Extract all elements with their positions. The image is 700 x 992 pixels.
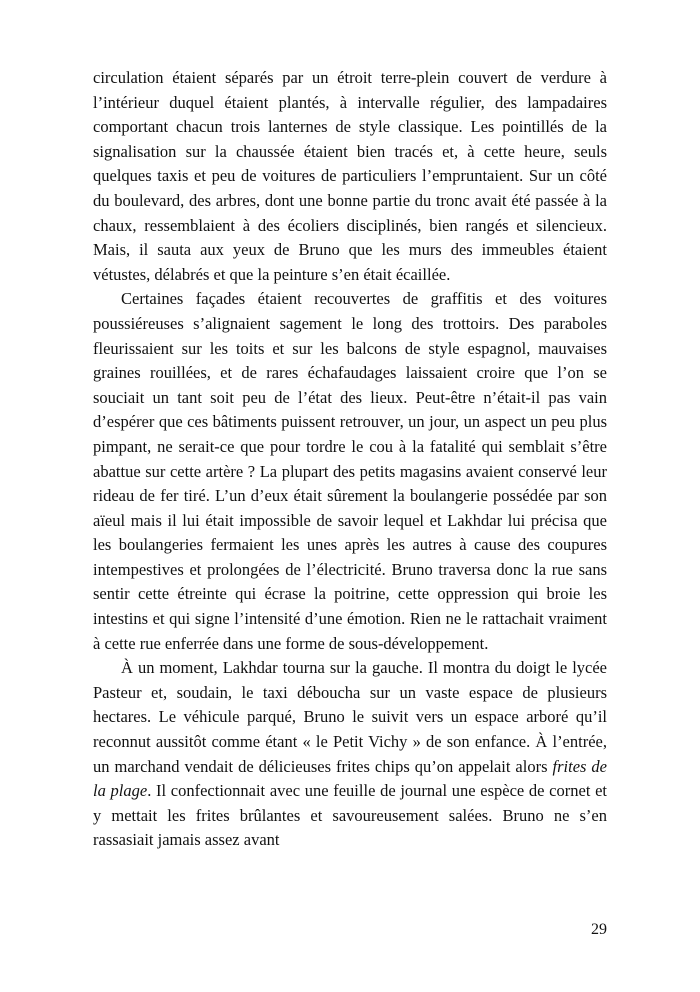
paragraph <box>93 656 607 853</box>
text-run: circulation étaient séparés par un étroit terre-plein couvert de verdure à l’intérieur duquel étaient plantés, à intervalle régulier, des lampadaires comportant chacun trois lanternes de style classique. Les pointillés de la signalisation sur la chaussée étaient bien tracés et, à cette heure, seuls quelques taxis et peu de voitures de particuliers l’empruntaient. Sur un côté du boulevard, des arbres, dont une bonne partie du tronc avait été passée à la chaux, ressemblaient à des écoliers disciplinés, bien rangés et silencieux. Mais, il sauta aux yeux de Bruno que les murs des immeubles étaient vétustes, délabrés et que la peinture s’en était écaillée. <box>93 68 607 284</box>
text-run: À un moment, Lakhdar tourna sur la gauche. Il montra du doigt le lycée Pasteur et, soudain, le taxi déboucha sur un vaste espace de plusieurs hectares. Le véhicule parqué, Bruno le suivit vers un espace arboré qu’il reconnut aussitôt comme étant « le Petit Vichy » de son enfance. À l’entrée, un marchand vendait de délicieuses frites chips qu’on appelait alors <box>93 658 607 776</box>
page-text <box>93 66 607 853</box>
page-number: 29 <box>591 921 607 938</box>
text-run: Certaines façades étaient recouvertes de graffitis et des voitures poussiéreuses s’alignaient sagement le long des trottoirs. Des paraboles fleurissaient sur les toits et sur les balcons de style espagnol, mauvaises graines rouillées, et de rares échafaudages laissaient croire que l’on se souciait un tant soit peu de l’état des lieux. Peut-être n’était-il pas vain d’espérer que ces bâtiments puissent retrouver, un jour, un aspect un peu plus pimpant, ne serait-ce que pour tordre le cou à la fatalité qui semblait s’être abattue sur cette artère ? La plupart des petits magasins avaient conservé leur rideau de fer tiré. L’un d’eux était sûrement la boulangerie possédée par son aïeul mais il lui était impossible de savoir lequel et Lakhdar lui précisa que les boulangeries fermaient les unes après les autres à cause des coupures intempestives et prolongées de l’électricité. Bruno traversa donc la rue sans sentir cette étreinte qui écrase la poitrine, cette oppression qui broie les intestins et qui signe l’intensité d’une émotion. Rien ne le rattachait vraiment à cette rue enferrée dans une forme de sous-développement. <box>93 289 607 653</box>
text-run: . Il confectionnait avec une feuille de journal une espèce de cornet et y mettait les frites brûlantes et savoureusement salées. Bruno ne s’en rassasiait jamais assez avant <box>93 781 607 850</box>
paragraph <box>93 66 607 287</box>
italic-phrase: frites de la plage <box>93 756 607 801</box>
paragraph <box>93 287 607 656</box>
